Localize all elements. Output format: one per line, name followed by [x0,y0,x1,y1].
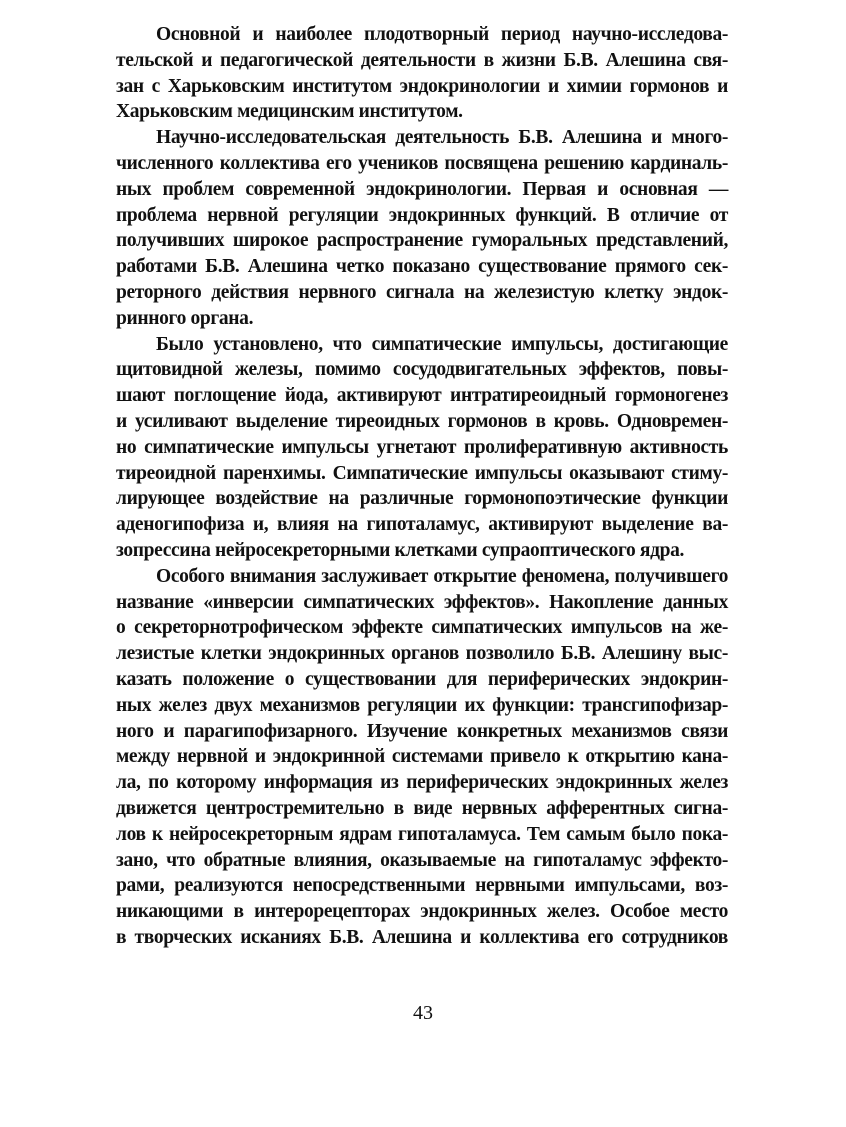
text-line: лирующее воздействие на различные гормонопоэтические функции [116,488,728,510]
text-line: Основной и наиболее плодотворный период научно-исследова- [156,24,728,45]
text-line: но симпатические импульсы угнетают пролиферативную активность [116,436,728,458]
text-line: численного коллектива его учеников посвящена решению кардиналь- [116,152,728,174]
page-body [116,22,728,951]
text-line: получивших широкое распространение гуморальных представлений, [116,230,728,252]
text-line: зопрессина нейросекреторными клетками супраоптического ядра. [116,539,685,561]
text-line: рами, реализуются непосредственными нервными импульсами, воз- [116,875,728,897]
text-line: и усиливают выделение тиреоидных гормонов в кровь. Одновремен- [116,410,728,432]
text-line: лов к нейросекреторным ядрам гипоталамуса. Тем самым было пока- [116,823,728,845]
text-line: тиреоидной паренхимы. Симпатические импульсы оказывают стиму- [116,462,728,484]
text-line: проблема нервной регуляции эндокринных функций. В отличие от [116,204,728,226]
text-line: ринного органа. [116,307,254,329]
text-line: Научно-исследовательская деятельность Б.В. Алешина и много- [156,127,728,149]
text-line: зано, что обратные влияния, оказываемые на гипоталамус эффекто- [116,849,728,871]
text-line: тельской и педагогической деятельности в жизни Б.В. Алешина свя- [116,49,728,71]
text-line: ного и парагипофизарного. Изучение конкретных механизмов связи [116,720,728,742]
text-line: ла, по которому информация из периферических эндокринных желез [116,772,728,794]
text-line: аденогипофиза и, влияя на гипоталамус, активируют выделение ва- [116,514,728,536]
text-line: лезистые клетки эндокринных органов позволило Б.В. Алешину выс- [116,643,728,665]
text-line: Харьковским медицинским институтом. [116,101,463,123]
text-line: Особого внимания заслуживает открытие феномена, получившего [156,565,728,587]
text-line: никающими в интерорецепторах эндокринных желез. Особое место [116,901,728,923]
page-number: 43 [413,1002,433,1024]
paragraph-2 [116,125,728,331]
paragraph-1 [116,22,728,125]
text-line: Было установлено, что симпатические импульсы, достигающие [156,333,728,355]
text-line: ных проблем современной эндокринологии. Первая и основная — [116,178,728,200]
text-line: казать положение о существовании для периферических эндокрин- [116,668,728,690]
text-line: реторного действия нервного сигнала на железистую клетку эндок- [116,281,728,303]
paragraph-3 [116,332,728,564]
text-line: в творческих исканиях Б.В. Алешина и коллектива его сотрудников [116,926,728,948]
text-line: о секреторнотрофическом эффекте симпатических импульсов на же- [116,617,728,639]
text-line: щитовидной железы, помимо сосудодвигательных эффектов, повы- [116,359,728,381]
text-line: работами Б.В. Алешина четко показано существование прямого сек- [116,256,728,278]
text-line: зан с Харьковским институтом эндокринологии и химии гормонов и [116,75,728,97]
text-line: движется центростремительно в виде нервных афферентных сигна- [116,797,728,819]
text-line: ных желез двух механизмов регуляции их функции: трансгипофизар- [116,694,728,716]
text-line: шают поглощение йода, активируют интратиреоидный гормоногенез [116,385,728,407]
text-line: название «инверсии симпатических эффектов». Накопление данных [116,591,728,613]
paragraph-4 [116,564,728,951]
text-line: между нервной и эндокринной системами привело к открытию кана- [116,746,728,768]
